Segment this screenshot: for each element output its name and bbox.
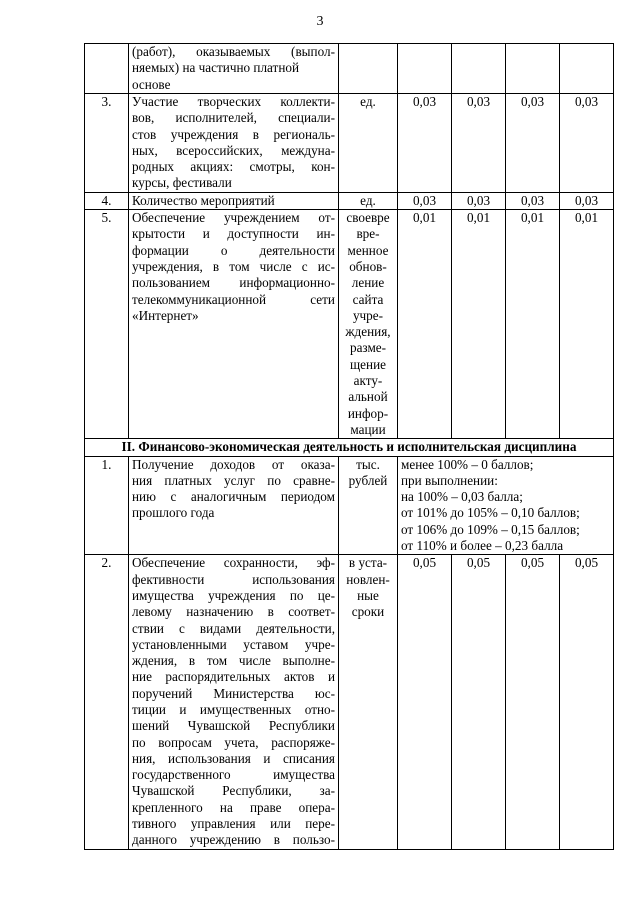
- table-row: [85, 210, 614, 439]
- value-cell: 0,03: [398, 94, 452, 193]
- criterion-description: Получение доходов от оказа- ния платных услуг по сравне- нию с аналогичным периодом прошлого года: [129, 456, 339, 555]
- value-cell: 0,03: [398, 192, 452, 209]
- value-cell: [398, 44, 452, 94]
- value-cell: 0,03: [506, 94, 560, 193]
- value-cell: 0,03: [452, 192, 506, 209]
- section-title: II. Финансово-экономическая деятельность и исполнительская дисциплина: [85, 439, 614, 456]
- table-row: [85, 94, 614, 193]
- value-cell: 0,03: [452, 94, 506, 193]
- table-row: [85, 555, 614, 849]
- criterion-description: Обеспечение учреждением от- крытости и доступности ин- формации о деятельности учреждения, в том числе с ис- пользованием информационно- телекоммуникационной сети «Интернет»: [129, 210, 339, 439]
- value-cell: 0,05: [506, 555, 560, 849]
- unit-cell: ед.: [339, 94, 398, 193]
- table-row: [85, 192, 614, 209]
- row-number: 3.: [85, 94, 129, 193]
- value-cell: 0,05: [560, 555, 614, 849]
- value-cell: 0,01: [398, 210, 452, 439]
- value-cell: [452, 44, 506, 94]
- row-number: [85, 44, 129, 94]
- criterion-description: Количество мероприятий: [129, 192, 339, 209]
- scoring-scale: менее 100% – 0 баллов; при выполнении: на 100% – 0,03 балла; от 101% до 105% – 0,10 баллов; от 106% до 109% – 0,15 баллов; от 110% и более – 0,23 балла: [398, 456, 614, 555]
- row-number: 2.: [85, 555, 129, 849]
- criteria-table: [84, 43, 614, 850]
- row-number: 1.: [85, 456, 129, 555]
- value-cell: 0,01: [506, 210, 560, 439]
- value-cell: 0,05: [452, 555, 506, 849]
- value-cell: 0,01: [452, 210, 506, 439]
- value-cell: [506, 44, 560, 94]
- unit-cell: в уста- новлен- ные сроки: [339, 555, 398, 849]
- value-cell: 0,05: [398, 555, 452, 849]
- table-row: [85, 456, 614, 555]
- page-number: 3: [316, 14, 324, 29]
- value-cell: 0,03: [560, 94, 614, 193]
- row-number: 4.: [85, 192, 129, 209]
- unit-cell: ед.: [339, 192, 398, 209]
- value-cell: [560, 44, 614, 94]
- row-number: 5.: [85, 210, 129, 439]
- criterion-description: Участие творческих коллекти- вов, исполнителей, специали- стов учреждения в региональ- ных, всероссийских, междуна- родных акциях: смотры, кон- курсы, фестивали: [129, 94, 339, 193]
- unit-cell: тыс. рублей: [339, 456, 398, 555]
- value-cell: 0,01: [560, 210, 614, 439]
- table-row-continuation: [85, 44, 614, 94]
- unit-cell: своевре вре- менное обнов- ление сайта учре- ждения, разме- щение акту- альной инфор- мации: [339, 210, 398, 439]
- criterion-description: Обеспечение сохранности, эф- фективности использования имущества учреждения по це- левому назначению в соответ- ствии с видами деятельности, установленными уставом учре- ждения, в том числе выполне- ние распорядительных актов и поручений Министерства юс- тиции и имущественных отно- шений Чувашской Республики по вопросам учета, распоряже- ния, использования и списания государственного имущества Чувашской Республики, за- крепленного на праве опера- тивного управления или пере- данного учреждению в пользо-: [129, 555, 339, 849]
- criterion-description: (работ), оказываемых (выпол- няемых) на частично платной основе: [129, 44, 339, 94]
- value-cell: 0,03: [560, 192, 614, 209]
- unit-cell: [339, 44, 398, 94]
- section-header-row: [85, 439, 614, 456]
- value-cell: 0,03: [506, 192, 560, 209]
